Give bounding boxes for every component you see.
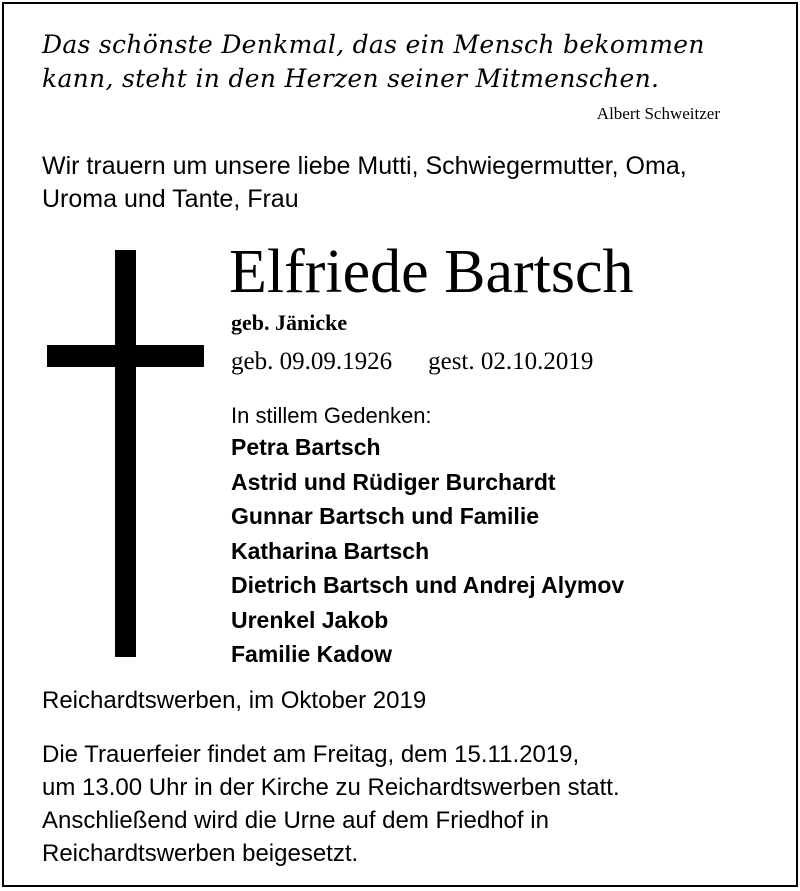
memory-label: In stillem Gedenken: <box>231 403 432 428</box>
place-date: Reichardtswerben, im Oktober 2019 <box>42 687 427 714</box>
obituary-notice <box>2 2 798 887</box>
cross-vertical-bar <box>115 250 136 657</box>
mourner: Petra Bartsch <box>231 434 381 460</box>
quote-line: kann, steht in den Herzen seiner Mitmenschen. <box>42 64 660 93</box>
cross-horizontal-bar <box>47 345 204 367</box>
mourner: Astrid und Rüdiger Burchardt <box>231 468 556 495</box>
quote-line: Das schönste Denkmal, das ein Mensch bekommen <box>42 30 705 59</box>
intro-line: Uroma und Tante, Frau <box>42 185 299 213</box>
mourner: Katharina Bartsch <box>231 537 430 564</box>
mourner: Gunnar Bartsch und Familie <box>231 503 539 529</box>
mourner: Familie Kadow <box>231 641 393 667</box>
quote-author: Albert Schweitzer <box>596 104 720 123</box>
birth-date: geb. 09.09.1926 <box>231 348 393 375</box>
funeral-line: Die Trauerfeier findet am Freitag, dem 15.11.2019, <box>42 741 580 768</box>
maiden-name: geb. Jänicke <box>231 310 348 335</box>
funeral-info <box>42 738 782 870</box>
mourner: Dietrich Bartsch und Andrej Alymov <box>231 572 625 598</box>
life-dates <box>231 348 593 376</box>
mourners-list <box>231 430 624 672</box>
mourner: Urenkel Jakob <box>231 606 389 633</box>
intro-line: Wir trauern um unsere liebe Mutti, Schwiegermutter, Oma, <box>42 152 687 180</box>
deceased-name: Elfriede Bartsch <box>229 238 634 306</box>
intro-text <box>42 150 782 216</box>
funeral-line: Reichardtswerben beigesetzt. <box>42 840 359 867</box>
funeral-line: um 13.00 Uhr in der Kirche zu Reichardtswerben statt. <box>42 774 620 801</box>
funeral-line: Anschließend wird die Urne auf dem Friedhof in <box>42 807 549 834</box>
death-date: gest. 02.10.2019 <box>428 348 594 375</box>
quote <box>42 28 742 96</box>
